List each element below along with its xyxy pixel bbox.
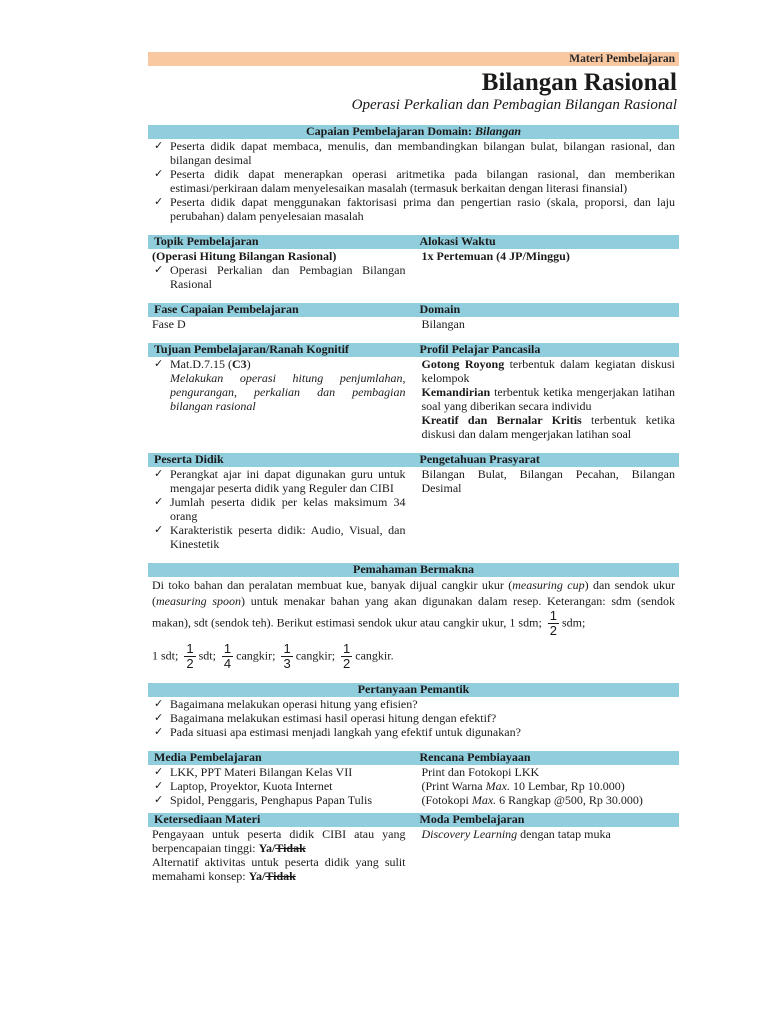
profil-body (414, 357, 680, 441)
peserta-prasyarat-header (148, 453, 679, 467)
prasyarat-title: Pengetahuan Prasyarat (419, 452, 540, 466)
check-icon: ✓ (154, 793, 164, 806)
lesson-plan-page (148, 52, 679, 883)
list-item: ✓ Pada situasi apa estimasi menjadi langkah yang efektif untuk digunakan? (154, 725, 521, 739)
topik-title: Topik Pembelajaran (154, 234, 259, 248)
top-band (148, 52, 679, 66)
list-item: ✓ Mat.D.7.15 (C3) Melakukan operasi hitung penjumlahan, pengurangan, perkalian dan pembagian bilangan rasional (154, 357, 406, 413)
fraction: $\frac{1}{3}$ (283, 641, 291, 671)
moda-title: Moda Pembelajaran (419, 812, 525, 826)
list-item: ✓ LKK, PPT Materi Bilangan Kelas VII (154, 765, 353, 779)
list-item: ✓ Peserta didik dapat menerapkan operasi aritmetika pada bilangan rasional, dan memberikan estimasi/perkiraan dalam menyelesaikan masalah (termasuk berkaitan dengan literasi finansial) (154, 167, 675, 195)
fraction: $\frac{1}{2}$ (549, 608, 558, 638)
check-icon: ✓ (154, 167, 164, 180)
profil-item: Kemandirian terbentuk ketika mengerjakan latihan soal yang diberikan secara individu (421, 385, 675, 413)
profil-item: Kreatif dan Bernalar Kritis terbentuk ketika diskusi dan dalam mengerjakan latihan soal (421, 413, 675, 441)
profil-item: Gotong Royong terbentuk dalam kegiatan diskusi kelompok (421, 357, 675, 385)
list-item: ✓ Laptop, Proyektor, Kuota Internet (154, 779, 333, 793)
list-item: ✓ Bagaimana melakukan estimasi hasil operasi hitung dengan efektif? (154, 711, 497, 725)
profil-title: Profil Pelajar Pancasila (419, 342, 541, 356)
domain-value: Bilangan (421, 317, 465, 331)
list-item: ✓ Perangkat ajar ini dapat digunakan guru untuk mengajar peserta didik yang Reguler dan CIBI (154, 467, 406, 495)
fase-value: Fase D (152, 317, 186, 331)
pemahaman-header: Pemahaman Bermakna (148, 563, 679, 577)
check-icon: ✓ (154, 779, 164, 792)
fase-title: Fase Capaian Pembelajaran (154, 302, 299, 316)
list-item: ✓ Karakteristik peserta didik: Audio, Visual, dan Kinestetik (154, 523, 406, 551)
pemantik-body (148, 697, 679, 739)
check-icon: ✓ (154, 711, 164, 724)
page-title: Bilangan Rasional (481, 69, 677, 96)
tujuan-title: Tujuan Pembelajaran/Ranah Kognitif (154, 342, 349, 356)
list-item: ✓ Peserta didik dapat menggunakan faktorisasi prima dan pengertian rasio (skala, proporsi, dan laju perubahan) dalam penyelesaian masalah (154, 195, 675, 223)
pemahaman-line2: 1 sdt; $\frac{1}{2}$ sdt; $\frac{1}{4}$ cangkir; $\frac{1}{3}$ cangkir; $\frac{1}{2}$ cangkir. (152, 641, 394, 671)
capaian-body (148, 139, 679, 223)
fraction: $\frac{1}{2}$ (343, 641, 351, 671)
capaian-header: Capaian Pembelajaran Domain: Bilangan (148, 125, 679, 139)
biaya-body: Print dan Fotokopi LKK (Print Warna Max. 10 Lembar, Rp 10.000) (Fotokopi Max. 6 Rangkap @500, Rp 30.000) (421, 765, 643, 807)
check-icon: ✓ (154, 195, 164, 208)
alokasi-body: 1x Pertemuan (4 JP/Minggu) (421, 249, 570, 263)
ketersediaan-moda-header (148, 813, 679, 827)
fraction: $\frac{1}{4}$ (223, 641, 232, 671)
list-item: ✓ Bagaimana melakukan operasi hitung yang efisien? (154, 697, 418, 711)
media-biaya-header (148, 751, 679, 765)
fase-domain-header (148, 303, 679, 317)
list-item: ✓ Jumlah peserta didik per kelas maksimum 34 orang (154, 495, 406, 523)
biaya-title: Rencana Pembiayaan (419, 750, 531, 764)
check-icon: ✓ (154, 263, 164, 276)
check-icon: ✓ (154, 467, 164, 480)
pemantik-header: Pertanyaan Pemantik (148, 683, 679, 697)
peserta-body (148, 467, 414, 551)
tujuan-profil-header (148, 343, 679, 357)
tujuan-body (148, 357, 414, 441)
check-icon: ✓ (154, 697, 164, 710)
check-icon: ✓ (154, 523, 164, 536)
media-body (148, 765, 414, 807)
page-subtitle: Operasi Perkalian dan Pembagian Bilangan Rasional (351, 97, 677, 113)
topik-alokasi-header (148, 235, 679, 249)
list-item: ✓ Spidol, Penggaris, Penghapus Papan Tulis (154, 793, 373, 807)
check-icon: ✓ (154, 357, 164, 370)
top-band-label: Materi Pembelajaran (569, 53, 675, 65)
topik-body: (Operasi Hitung Bilangan Rasional) ✓ Operasi Perkalian dan Pembagian Bilangan Rasional (152, 249, 406, 291)
check-icon: ✓ (154, 725, 164, 738)
check-icon: ✓ (154, 495, 164, 508)
media-title: Media Pembelajaran (154, 750, 262, 764)
ketersediaan-title: Ketersediaan Materi (154, 812, 261, 826)
check-icon: ✓ (154, 139, 164, 152)
list-item: ✓ Operasi Perkalian dan Pembagian Bilangan Rasional (154, 263, 406, 291)
list-item: ✓ Peserta didik dapat membaca, menulis, dan membandingkan bilangan bulat, bilangan rasional, dan bilangan desimal (154, 139, 675, 167)
check-icon: ✓ (154, 765, 164, 778)
pemahaman-body: Di toko bahan dan peralatan membuat kue, banyak dijual cangkir ukur (measuring cup) dan sendok ukur (measuring spoon) untuk menakar bahan yang akan digunakan dalam resep. Keterangan: sdm (sendok makan), sdt (sendok teh). Berikut estimasi sendok ukur atau cangkir ukur, 1 sdm; $\frac{1}{2}$ sdm; (152, 578, 675, 638)
moda-body: Discovery Learning dengan tatap muka (421, 827, 611, 841)
ketersediaan-body: Pengayaan untuk peserta didik CIBI atau yang berpencapaian tinggi: Ya/Tidak Alternatif aktivitas untuk peserta didik yang sulit memahami konsep: Ya/Tidak (152, 827, 406, 883)
fraction: $\frac{1}{2}$ (186, 641, 194, 671)
alokasi-title: Alokasi Waktu (419, 234, 496, 248)
prasyarat-value: Bilangan Bulat, Bilangan Pecahan, Bilangan Desimal (421, 467, 675, 495)
peserta-title: Peserta Didik (154, 452, 224, 466)
domain-title: Domain (419, 302, 461, 316)
